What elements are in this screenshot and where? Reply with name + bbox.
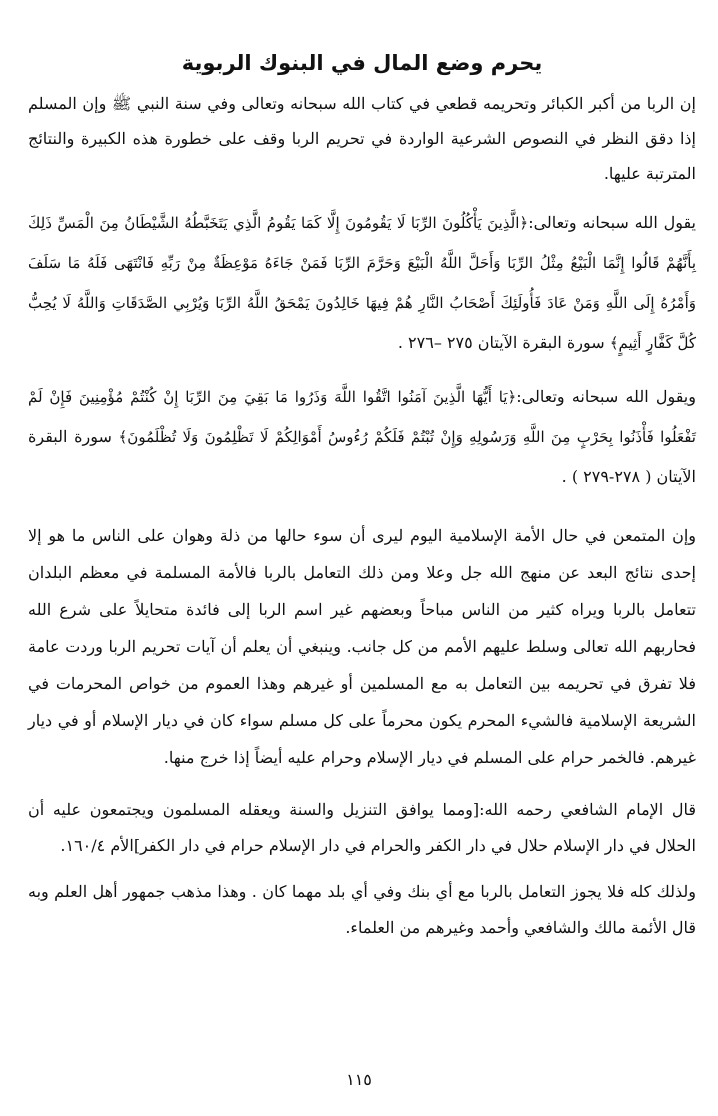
paragraph-shafii-quote: قال الإمام الشافعي رحمه الله:[ومما يوافق التنزيل والسنة ويعقله المسلمون ويجتمعون عليه أن الحلال في دار الإسلام حلال في دار الكفر والحرام في دار الإسلام حرام في دار الكفر]الأم ١٦٠/٤. <box>28 800 696 855</box>
page-number: ١١٥ <box>346 1070 372 1089</box>
paragraph-verse-1 <box>28 203 696 363</box>
verse-1-reference: سورة البقرة الآيتان ٢٧٥ –٢٧٦ . <box>397 333 605 352</box>
page-title: يحرم وضع المال في البنوك الربوية <box>181 51 543 75</box>
verse-2-reference: سورة البقرة الآيتان ( ٢٧٨-٢٧٩ ) . <box>28 427 696 486</box>
paragraph-conclusion: ولذلك كله فلا يجوز التعامل بالربا مع أي بنك وفي أي بلد مهما كان . وهذا مذهب جمهور أهل العلم وبه قال الأئمة مالك والشافعي وأحمد وغيرهم من العلماء. <box>28 882 696 937</box>
verse-1-intro: يقول الله سبحانه وتعالى: <box>528 213 697 232</box>
page-content <box>28 48 696 946</box>
paragraph-verse-2 <box>28 377 696 497</box>
paragraph-ummah-condition: وإن المتمعن في حال الأمة الإسلامية اليوم ليرى أن سوء حالها من ذلة وهوان على الناس ما هو إلا إحدى نتائج البعد عن منهج الله جل وعلا ومن ذلك التعامل بالربا فالأمة المسلمة في معظم البلدان تتعامل بالربا ويراه كثير من الناس مباحاً وبعضهم غير اسم الربا إلى فائدة متحايلاً على شرع الله فحاربهم الله تعالى وسلط عليهم الأمم من كل جانب. وينبغي أن يعلم أن آيات تحريم الربا وردت عامة فلا تفرق في تحريمه بين التعامل به مع المسلمين أو غيرهم وهذا العموم من خواص المحرمات في الشريعة الإسلامية فالشيء المحرم يكون محرماً على كل مسلم سواء كان في ديار الإسلام أو في ديار غيرهم. فالخمر حرام على المسلم في ديار الإسلام وحرام عليه أيضاً إذا خرج منها. <box>28 526 697 767</box>
verse-1-text: ﴿الَّذِينَ يَأْكُلُونَ الرِّبَا لَا يَقُومُونَ إِلَّا كَمَا يَقُومُ الَّذِي يَتَخَبَّطُهُ الشَّيْطَانُ مِنَ الْمَسِّ ذَلِكَ بِأَنَّهُمْ قَالُوا إِنَّمَا الْبَيْعُ مِثْلُ الرِّبَا وَأَحَلَّ اللَّهُ الْبَيْعَ وَحَرَّمَ الرِّبَا فَمَنْ جَاءَهُ مَوْعِظَةٌ مِنْ رَبِّهِ فَانْتَهَى فَلَهُ مَا سَلَفَ وَأَمْرُهُ إِلَى اللَّهِ وَمَنْ عَادَ فَأُولَئِكَ أَصْحَابُ النَّارِ هُمْ فِيهَا خَالِدُونَ يَمْحَقُ اللَّهُ الرِّبَا وَيُرْبِي الصَّدَقَاتِ وَاللَّهُ لَا يُحِبُّ كُلَّ كَفَّارٍ أَثِيمٍ﴾ <box>28 214 696 352</box>
verse-2-text: ﴿يَا أَيُّهَا الَّذِينَ آمَنُوا اتَّقُوا اللَّهَ وَذَرُوا مَا بَقِيَ مِنَ الرِّبَا إِنْ كُنْتُمْ مُؤْمِنِينَ فَإِنْ لَمْ تَفْعَلُوا فَأْذَنُوا بِحَرْبٍ مِنَ اللَّهِ وَرَسُولِهِ وَإِنْ تُبْتُمْ فَلَكُمْ رُءُوسُ أَمْوَالِكُمْ لَا تَظْلِمُونَ وَلَا تُظْلَمُونَ﴾ <box>28 388 696 446</box>
verse-2-intro: ويقول الله سبحانه وتعالى: <box>516 387 696 406</box>
paragraph-intro: إن الربا من أكبر الكبائر وتحريمه قطعي في كتاب الله سبحانه وتعالى وفي سنة النبي ﷺ وإن المسلم إذا دقق النظر في النصوص الشرعية الواردة في تحريم الربا وقف على خطورة هذه الكبيرة والنتائج المترتبة عليها. <box>28 94 697 183</box>
